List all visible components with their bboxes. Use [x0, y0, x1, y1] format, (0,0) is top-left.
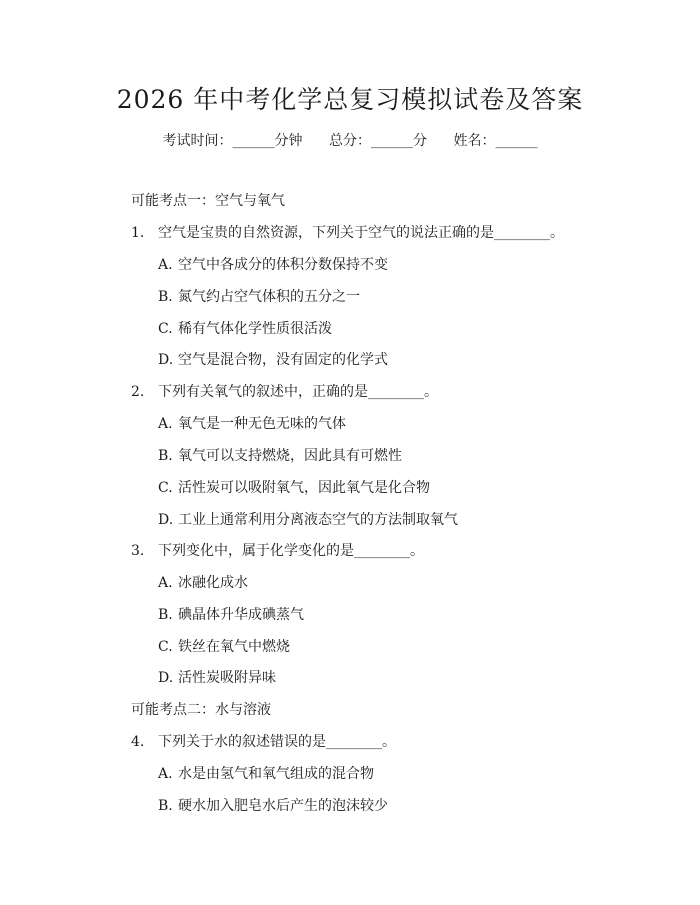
option-4a — [158, 763, 374, 785]
student-name-field: 姓名：______ — [453, 133, 538, 149]
option-text: 工业上通常利用分离液态空气的方法制取氧气 — [178, 512, 458, 528]
option-1d — [158, 349, 388, 371]
option-text: 空气中各成分的体积分数保持不变 — [178, 257, 388, 273]
page-title: 2026 年中考化学总复习模拟试卷及答案 — [116, 85, 584, 114]
option-letter: A. — [158, 416, 173, 432]
option-3d — [158, 667, 276, 689]
option-letter: A. — [158, 575, 173, 591]
option-1c — [158, 318, 332, 340]
option-letter: D. — [158, 352, 174, 368]
question-text: 下列关于水的叙述错误的是________。 — [158, 734, 396, 750]
question-number: 4. — [131, 734, 145, 750]
option-2d — [158, 509, 458, 531]
option-letter: D. — [158, 512, 174, 528]
question-4 — [131, 731, 396, 753]
option-text: 水是由氢气和氧气组成的混合物 — [178, 766, 374, 782]
option-letter: B. — [158, 289, 173, 305]
option-text: 氧气是一种无色无味的气体 — [178, 416, 346, 432]
option-text: 硬水加入肥皂水后产生的泡沫较少 — [178, 798, 388, 814]
option-letter: B. — [158, 798, 173, 814]
option-letter: D. — [158, 670, 174, 686]
question-number: 1. — [131, 225, 145, 241]
option-1a — [158, 254, 388, 276]
section-heading: 可能考点二：水与溶液 — [131, 702, 271, 718]
option-3b — [158, 604, 304, 626]
option-2b — [158, 445, 402, 467]
option-text: 稀有气体化学性质很活泼 — [178, 321, 332, 337]
question-number: 3. — [131, 543, 145, 559]
question-2 — [131, 381, 438, 403]
option-3c — [158, 636, 290, 658]
exam-time-field: 考试时间：______分钟 — [162, 133, 303, 149]
option-1b — [158, 286, 360, 308]
option-letter: C. — [158, 321, 173, 337]
exam-info-line — [0, 130, 700, 152]
question-number: 2. — [131, 384, 145, 400]
question-text: 空气是宝贵的自然资源，下列关于空气的说法正确的是________。 — [158, 225, 564, 241]
option-text: 氧气可以支持燃烧，因此具有可燃性 — [178, 448, 402, 464]
option-letter: C. — [158, 639, 173, 655]
option-text: 空气是混合物，没有固定的化学式 — [178, 352, 388, 368]
option-2a — [158, 413, 346, 435]
option-text: 铁丝在氧气中燃烧 — [178, 639, 290, 655]
option-letter: A. — [158, 766, 173, 782]
option-2c — [158, 477, 430, 499]
option-text: 活性炭吸附异味 — [178, 670, 276, 686]
total-score-field: 总分：______分 — [329, 133, 427, 149]
question-text: 下列变化中，属于化学变化的是________。 — [158, 543, 424, 559]
question-3 — [131, 540, 424, 562]
option-3a — [158, 572, 248, 594]
option-text: 碘晶体升华成碘蒸气 — [178, 607, 304, 623]
option-4b — [158, 795, 388, 817]
question-text: 下列有关氧气的叙述中，正确的是________。 — [158, 384, 438, 400]
option-text: 活性炭可以吸附氧气，因此氧气是化合物 — [178, 480, 430, 496]
section-heading: 可能考点一：空气与氧气 — [131, 193, 285, 209]
option-letter: B. — [158, 448, 173, 464]
option-letter: B. — [158, 607, 173, 623]
option-letter: C. — [158, 480, 173, 496]
option-text: 冰融化成水 — [178, 575, 248, 591]
option-letter: A. — [158, 257, 173, 273]
question-1 — [131, 222, 564, 244]
option-text: 氮气约占空气体积的五分之一 — [178, 289, 360, 305]
